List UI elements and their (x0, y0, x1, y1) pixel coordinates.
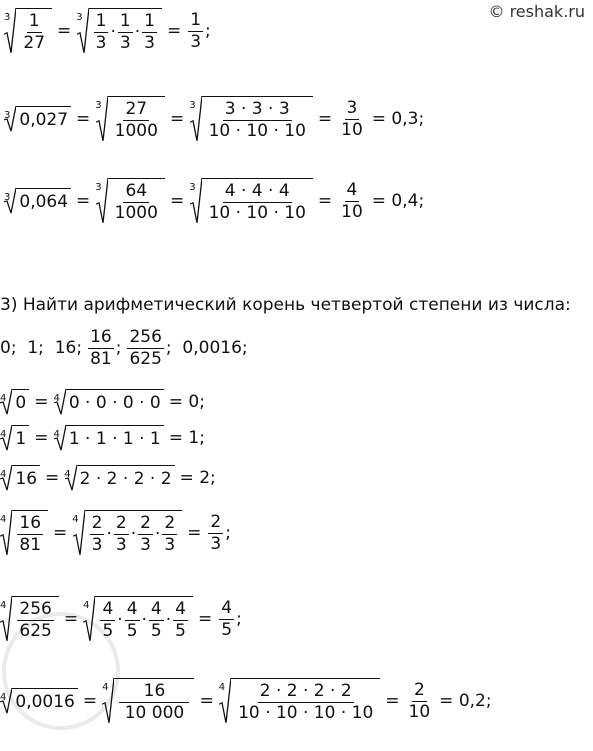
fourth-root (0, 510, 48, 556)
multiplication-dot: · (110, 22, 116, 43)
fraction-denominator: 5 (102, 620, 114, 641)
equals-sign: = (197, 609, 213, 630)
semicolon: ; (236, 609, 242, 630)
fourth-root (53, 425, 163, 451)
fraction-denominator: 5 (175, 620, 186, 641)
fraction-numerator: 4 · 4 · 4 (224, 181, 290, 201)
radicand: 16 (12, 465, 40, 491)
fraction-denominator: 3 (144, 32, 155, 53)
root-index: 3 (95, 182, 102, 193)
root-index: 3 (95, 100, 102, 111)
equation-root-256-625 (0, 596, 242, 642)
root-index: 4 (64, 469, 71, 480)
equals-sign: = (76, 191, 91, 212)
root-index: 3 (4, 110, 11, 122)
radicand: 0 (12, 389, 29, 415)
fraction-numerator: 4 (126, 599, 138, 619)
equation-root-16-81 (0, 510, 231, 556)
fraction-numerator: 1 (95, 11, 107, 31)
root-index: 4 (102, 682, 109, 693)
fraction-denominator: 10 · 10 · 10 (208, 202, 306, 223)
root-index: 4 (53, 393, 60, 404)
cube-root (4, 8, 52, 54)
equation-root-0-0016 (0, 678, 497, 724)
list-values: 0; 1; 16; (0, 338, 83, 359)
fourth-root (64, 465, 174, 491)
equals-sign: = (187, 523, 202, 544)
fraction-numerator: 2 (140, 513, 151, 533)
fraction-denominator: 10 · 10 · 10 · 10 (238, 702, 374, 723)
fraction-denominator: 3 (95, 32, 107, 53)
fraction-denominator: 10 000 (124, 702, 185, 723)
radicand: 1 (12, 425, 29, 451)
result-value: = 1; (168, 428, 205, 448)
root-index: 3 (4, 12, 11, 23)
fraction-denominator: 625 (19, 620, 52, 641)
equals-sign: = (76, 109, 91, 130)
fraction-denominator: 27 (23, 32, 46, 53)
equals-sign: = (169, 191, 185, 212)
fraction-numerator: 4 (102, 599, 114, 619)
equation-row-1 (4, 8, 211, 54)
radicand: 0 · 0 · 0 · 0 (66, 389, 164, 415)
fraction-denominator: 5 (221, 619, 233, 640)
fraction-denominator: 10 (341, 201, 363, 222)
equation-root-16 (0, 465, 221, 491)
fraction-numerator: 4 (175, 599, 186, 619)
root-index: 3 (189, 182, 196, 193)
cube-root (4, 188, 71, 214)
equation-row-2 (4, 96, 429, 142)
cube-root (95, 96, 165, 142)
fourth-root (72, 510, 182, 556)
equals-sign: = (34, 428, 49, 448)
fraction-numerator: 1 (190, 10, 202, 30)
fraction-numerator: 256 (19, 599, 52, 619)
fraction-numerator: 3 (346, 98, 358, 118)
cube-root (76, 8, 162, 54)
equals-sign: = (317, 109, 333, 130)
multiplication-dot: · (134, 22, 141, 43)
equals-sign: = (45, 468, 60, 488)
task-heading: 3) Найти арифметический корень четвертой степени из числа: (0, 295, 571, 315)
fraction-numerator: 27 (125, 99, 148, 119)
fourth-root (102, 678, 194, 724)
fraction-denominator: 81 (19, 534, 42, 555)
result-value: = 0,2; (439, 691, 492, 712)
fraction-denominator: 5 (126, 620, 138, 641)
fourth-root (0, 425, 29, 451)
equals-sign: = (57, 21, 72, 42)
result-value: = 0; (168, 392, 205, 412)
radicand: 2 · 2 · 2 · 2 (77, 465, 175, 491)
fraction-numerator: 1 (119, 11, 131, 31)
multiplication-dot: · (130, 524, 137, 545)
equation-row-3 (4, 178, 429, 224)
fraction-denominator: 5 (150, 620, 162, 641)
fraction-denominator: 10 · 10 · 10 (208, 120, 306, 141)
fraction-numerator: 64 (125, 181, 148, 201)
root-index: 4 (218, 682, 226, 693)
fourth-root (0, 688, 78, 714)
radicand: 0,064 (16, 188, 71, 214)
cube-root (189, 178, 313, 224)
root-index: 4 (53, 429, 60, 440)
equation-root-0 (0, 389, 210, 415)
fraction-numerator: 4 (346, 180, 358, 200)
multiplication-dot: · (117, 610, 123, 631)
equals-sign: = (317, 191, 333, 212)
fourth-root (0, 596, 59, 642)
fraction-numerator: 2 (91, 513, 103, 533)
fraction-denominator: 1000 (114, 202, 158, 223)
fourth-root (83, 596, 193, 642)
fraction-denominator: 625 (129, 348, 162, 369)
multiplication-dot: · (165, 610, 172, 631)
result-value: = 2; (179, 468, 216, 488)
equals-sign: = (385, 691, 400, 712)
radicand: 1 · 1 · 1 · 1 (66, 425, 164, 451)
multiplication-dot: · (106, 524, 112, 545)
fraction-denominator: 81 (90, 348, 112, 369)
fraction-numerator: 3 · 3 · 3 (224, 99, 290, 119)
equals-sign: = (166, 21, 182, 42)
result-value: = 0,4; (371, 191, 425, 212)
root-index: 4 (0, 692, 7, 704)
root-index: 4 (0, 469, 7, 480)
fraction-denominator: 10 (341, 119, 363, 140)
root-index: 3 (189, 100, 196, 111)
equals-sign: = (63, 609, 79, 630)
fraction-numerator: 4 (221, 598, 233, 618)
fraction-numerator: 256 (129, 327, 162, 347)
fraction-numerator: 2 · 2 · 2 · 2 (259, 681, 352, 701)
fraction-numerator: 4 (150, 599, 162, 619)
root-index: 4 (0, 600, 7, 611)
fraction-numerator: 16 (90, 327, 112, 347)
equals-sign: = (169, 109, 185, 130)
root-index: 4 (0, 393, 7, 404)
fourth-root (0, 389, 29, 415)
root-index: 4 (83, 600, 90, 611)
semicolon: ; (225, 523, 231, 544)
fraction-numerator: 2 (115, 513, 127, 533)
radicand: 0,027 (16, 106, 71, 132)
equals-sign: = (53, 523, 68, 544)
fraction-denominator: 10 (408, 701, 431, 722)
fourth-root (219, 678, 381, 724)
fraction-denominator: 3 (164, 534, 176, 555)
cube-root (95, 178, 165, 224)
root-index: 3 (4, 192, 11, 204)
fraction-denominator: 3 (119, 32, 131, 53)
equals-sign: = (82, 691, 98, 712)
fourth-root (53, 389, 163, 415)
fraction-denominator: 3 (140, 534, 151, 555)
cube-root (4, 106, 71, 132)
fraction-denominator: 3 (115, 534, 127, 555)
result-value: = 0,3; (371, 109, 425, 130)
equals-sign: = (199, 691, 214, 712)
fraction-numerator: 16 (119, 682, 189, 703)
radicand: 0,0016 (12, 688, 77, 714)
fraction-numerator: 2 (413, 680, 425, 700)
root-index: 4 (0, 429, 7, 440)
fraction-denominator: 1000 (114, 120, 158, 141)
site-watermark: © reshak.ru (488, 2, 585, 21)
fraction-denominator: 3 (210, 533, 222, 554)
root-index: 3 (76, 12, 83, 23)
semicolon: ; (205, 21, 211, 42)
fraction-numerator: 2 (164, 513, 176, 533)
fourth-root (0, 465, 40, 491)
number-list (0, 328, 248, 368)
fraction-denominator: 3 (190, 31, 202, 52)
fraction-denominator: 3 (91, 534, 103, 555)
fraction-numerator: 1 (28, 11, 40, 31)
multiplication-dot: · (141, 610, 147, 631)
multiplication-dot: · (154, 524, 161, 545)
semicolon: ; (115, 338, 122, 359)
root-index: 4 (0, 514, 7, 525)
fraction-numerator: 16 (19, 513, 42, 533)
equals-sign: = (34, 392, 49, 412)
list-values: ; 0,0016; (165, 338, 248, 359)
fraction-numerator: 2 (210, 512, 222, 532)
fraction-numerator: 1 (144, 11, 155, 31)
cube-root (189, 96, 313, 142)
root-index: 4 (72, 514, 79, 525)
equation-root-1 (0, 425, 210, 451)
